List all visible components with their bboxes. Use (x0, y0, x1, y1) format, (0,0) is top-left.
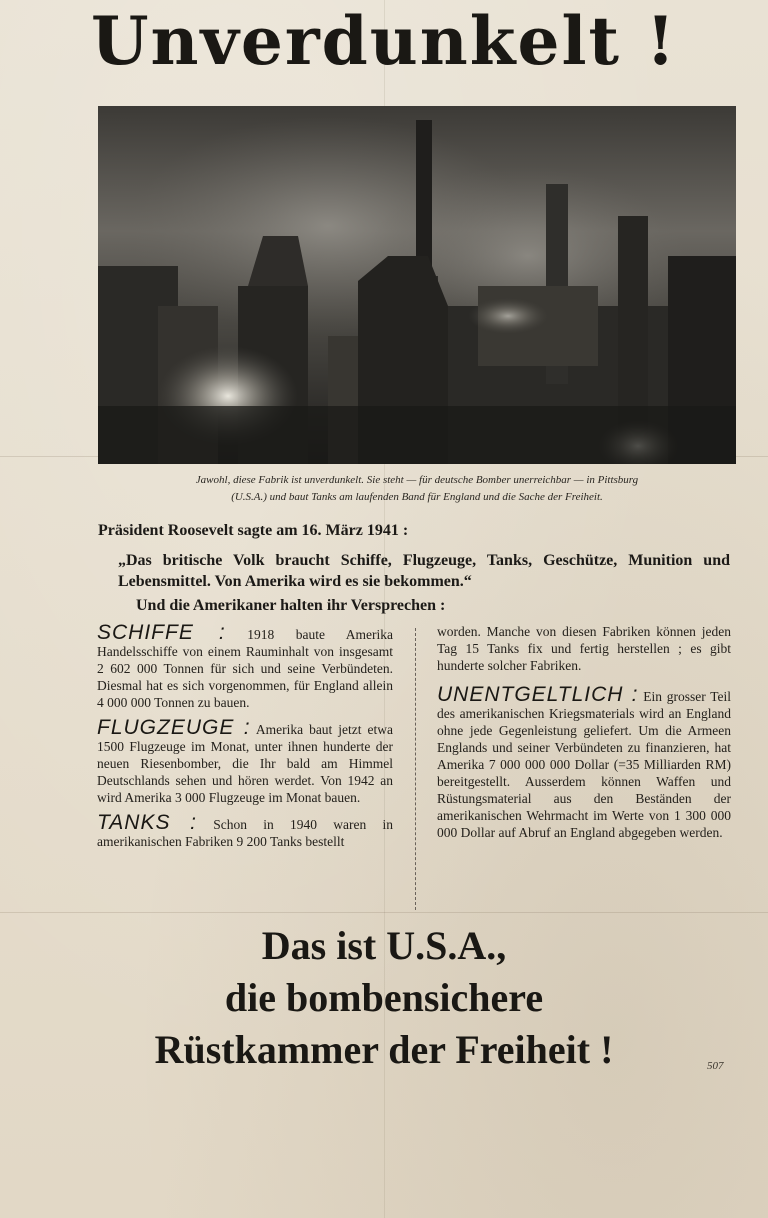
section-tanks-continued: worden. Manche von diesen Fabriken können jeden Tag 15 Tanks fix und fertig herstellen ; es gibt hunderte solcher Fabriken. (437, 624, 731, 673)
caption-line: Jawohl, diese Fabrik ist unverdunkelt. Sie steht — für deutsche Bomber unerreichbar — in Pittsburg (195, 474, 639, 486)
closing-line: Rüstkammer der Freiheit ! (154, 1027, 614, 1072)
intro-line: Präsident Roosevelt sagte am 16. März 1941 : (98, 522, 409, 539)
section-text: Ein grosser Teil des amerikanischen Kriegsmaterials wird an England ohne jede Gegenleistung geliefert. Um die Armeen Englands und seiner Verbündeten zu finanzieren, hat Amerika 7 000 000 000 Dollar (=35 Milliarden RM) bereitgestellt. Ausserdem können Waffen und Rüstungsmaterial aus den Beständen der amerikanischen Wehrmacht im Werte von 1 300 000 000 Dollar auf Abruf an England abgegeben werden. (437, 689, 731, 840)
section-heading: SCHIFFE : (97, 621, 226, 644)
closing-line: Das ist U.S.A., (261, 923, 507, 968)
section-heading: UNENTGELTLICH : (437, 683, 639, 706)
promise-line: Und die Amerikaner halten ihr Versprechen : (136, 597, 446, 614)
right-column (437, 623, 731, 849)
section-text: 1918 baute Amerika Handelsschiffe von einem Rauminhalt von insgesamt 2 602 000 Tonnen für sich und seine Verbündeten. Diesmal hat es sich vorgenommen, für England allein 4 000 000 Tonnen zu bauen. (97, 627, 393, 710)
column-divider (415, 628, 416, 910)
section-tanks (97, 811, 394, 850)
section-text: Schon in 1940 waren in amerikanischen Fabriken 9 200 Tanks bestellt (97, 817, 394, 849)
section-schiffe (97, 621, 393, 711)
headline: Unverdunkelt ! (90, 2, 677, 80)
section-flugzeuge (97, 716, 393, 806)
leaflet-code: 507 (707, 1060, 724, 1072)
factory-photo (98, 106, 736, 464)
closing-line: die bombensichere (224, 975, 544, 1020)
section-unentgeltlich (437, 683, 731, 841)
section-heading: TANKS : (97, 811, 198, 834)
caption-line: (U.S.A.) und baut Tanks am laufenden Band für England und die Sache der Freiheit. (231, 491, 603, 503)
closing-slogan (0, 920, 768, 1076)
left-column (97, 621, 394, 858)
roosevelt-quote: „Das britische Volk braucht Schiffe, Flugzeuge, Tanks, Geschütze, Munition und Lebensmittel. Von Amerika wird es sie bekommen.“ (118, 552, 730, 590)
section-text: Amerika baut jetzt etwa 1500 Flugzeuge im Monat, unter ihnen hunderte der neuen Riesenbomber, die Ihr bald am Himmel Deutschlands sehen und hören werdet. Von 1942 an wird Amerika 3 000 Flugzeuge im Monat bauen. (97, 722, 393, 805)
photo-caption (98, 472, 736, 506)
section-heading: FLUGZEUGE : (97, 716, 251, 739)
